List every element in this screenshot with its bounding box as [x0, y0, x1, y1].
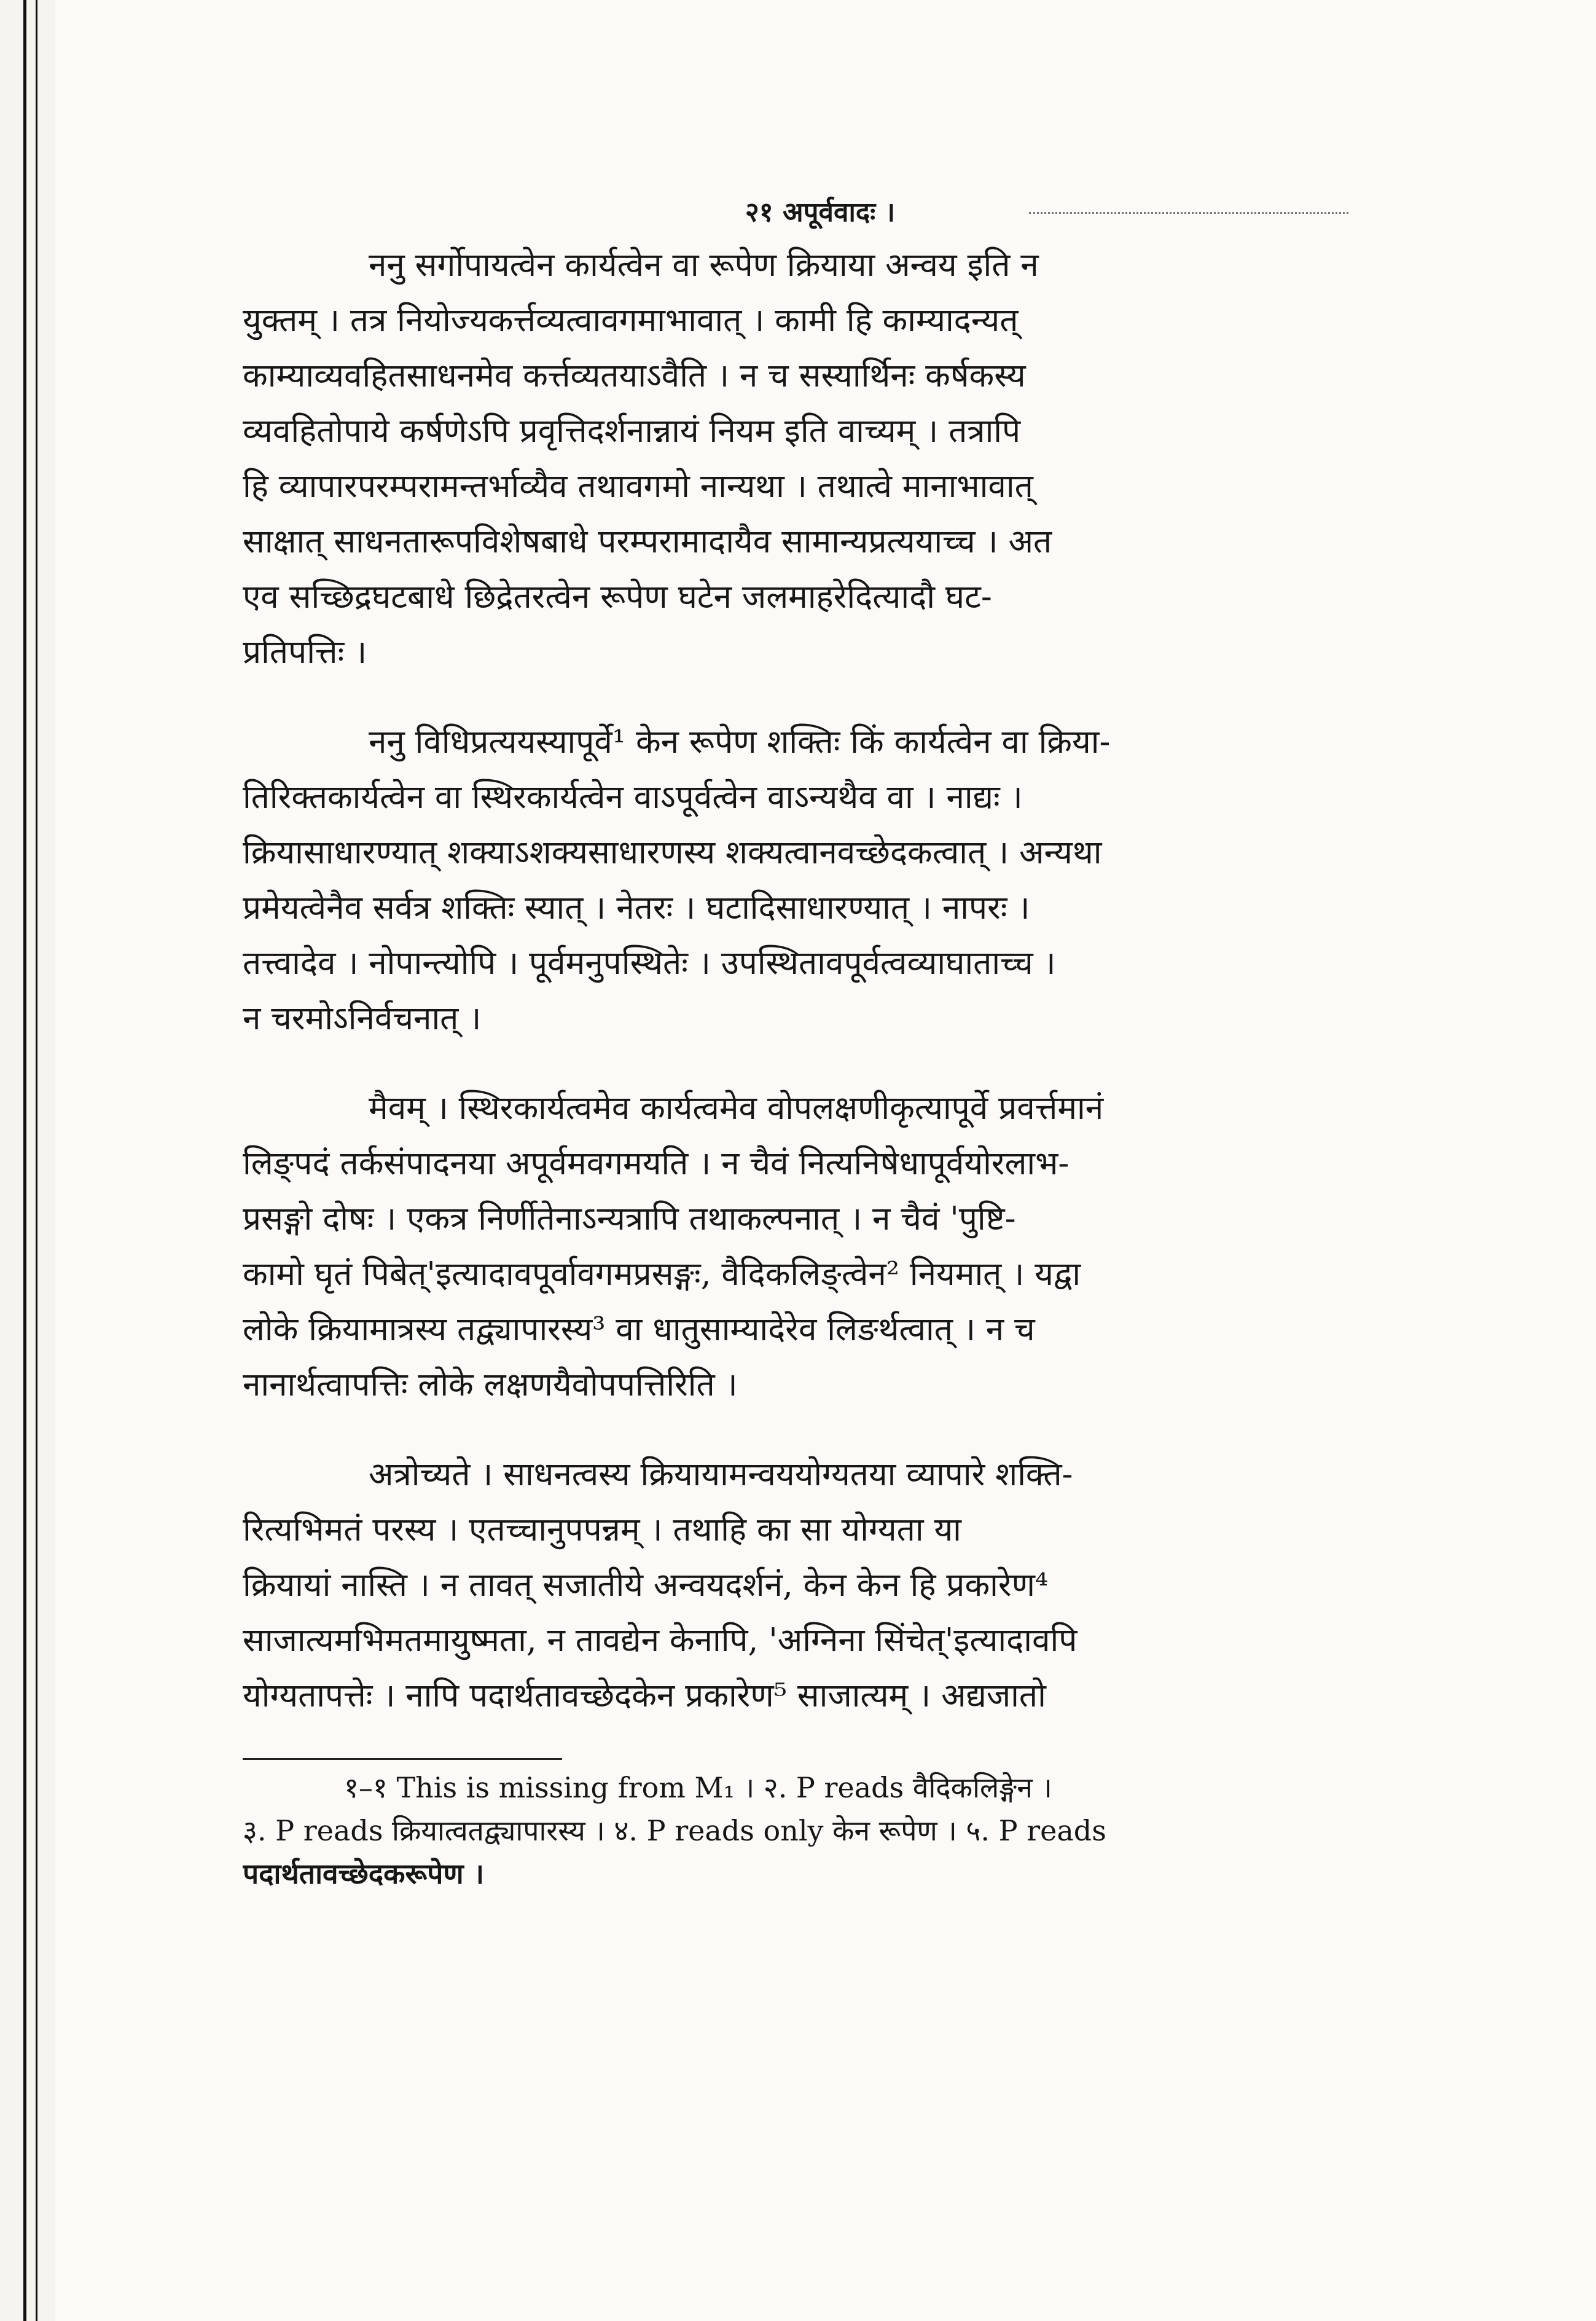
text-line: तिरिक्तकार्यत्वेन वा स्थिरकार्यत्वेन वाऽपूर्वत्वेन वाऽन्यथैव वा । नाद्यः ।: [243, 779, 1023, 816]
text-line: साजात्यमभिमतमायुष्मता, न तावद्येन केनापि, 'अग्निना सिंचेत्'इत्यादावपि: [243, 1622, 1078, 1659]
text-line: अत्रोच्यते । साधनत्वस्य क्रियायामन्वययोग्यतया व्यापारे शक्ति-: [369, 1456, 1073, 1493]
book-page: [243, 187, 1398, 1895]
text-line: साक्षात् साधनतारूपविशेषबाधे परम्परामादायैव सामान्यप्रत्ययाच्च । अत: [243, 523, 1052, 560]
text-line: युक्तम् । तत्र नियोज्यकर्त्तव्यत्वावगमाभावात् । कामी हि काम्यादन्यत्: [243, 302, 1019, 339]
paragraph-1: [243, 238, 1398, 680]
text-line: योग्यतापत्तेः । नापि पदार्थतावच्छेदकेन प्रकारेण⁵ साजात्यम् । अद्यजातो: [243, 1677, 1046, 1714]
binding-line-left: [23, 0, 26, 2321]
text-line: लिङ्पदं तर्कसंपादनया अपूर्वमवगमयति । न चैवं नित्यनिषेधापूर्वयोरलाभ-: [243, 1145, 1070, 1182]
dotted-leader: [1029, 212, 1348, 214]
binding-edge: [0, 0, 55, 2321]
page-heading: [243, 187, 1398, 238]
text-line: न चरमोऽनिर्वचनात् ।: [243, 1000, 482, 1037]
text-line: कामो घृतं पिबेत्'इत्यादावपूर्वावगमप्रसङ्गः, वैदिकलिङ्त्वेन² नियमात् । यद्वा: [243, 1255, 1081, 1293]
text-line: एव सच्छिद्रघटबाधे छिद्रेतरत्वेन रूपेण घटेन जलमाहरेदित्यादौ घट-: [243, 578, 992, 616]
footnote-line: ३. P reads क्रियात्वतद्व्यापारस्य । ४. P reads only केन रूपेण । ५. P reads: [243, 1814, 1106, 1847]
binding-line-right: [36, 0, 37, 2321]
text-line: रित्यभिमतं परस्य । एतच्चानुपपन्नम् । तथाहि का सा योग्यता या: [243, 1511, 961, 1549]
text-line: हि व्यापारपरम्परामन्तर्भाव्यैव तथावगमो नान्यथा । तथात्वे मानाभावात्: [243, 468, 1033, 505]
footnotes: [243, 1766, 1398, 1895]
text-line: ननु सर्गोपायत्वेन कार्यत्वेन वा रूपेण क्रियाया अन्वय इति न: [369, 246, 1039, 284]
text-line: मैवम् । स्थिरकार्यत्वमेव कार्यत्वमेव वोपलक्षणीकृत्यापूर्वे प्रवर्त्तमानं: [369, 1090, 1104, 1127]
text-line: प्रमेयत्वेनैव सर्वत्र शक्तिः स्यात् । नेतरः । घटादिसाधारण्यात् । नापरः ।: [243, 889, 1030, 927]
section-title: २१ अपूर्ववादः ।: [745, 197, 896, 228]
text-line: लोके क्रियामात्रस्य तद्व्यापारस्य³ वा धातुसाम्यादेरेव लिङर्थत्वात् । न च: [243, 1311, 1035, 1348]
footnote-rule: [243, 1758, 562, 1760]
text-line: काम्याव्यवहितसाधनमेव कर्त्तव्यतयाऽवैति । न च सस्यार्थिनः कर्षकस्य: [243, 357, 1026, 395]
paragraph-3: [243, 1081, 1398, 1413]
text-line: क्रियासाधारण्यात् शक्याऽशक्यसाधारणस्य शक्यत्वानवच्छेदकत्वात् । अन्यथा: [243, 834, 1102, 871]
footnote-line: १–१ This is missing from M₁ । २. P reads वैदिकलिङ्गेन ।: [344, 1771, 1052, 1804]
text-line: क्रियायां नास्ति । न तावत् सजातीये अन्वयदर्शनं, केन केन हि प्रकारेण⁴: [243, 1566, 1049, 1604]
text-line: प्रसङ्गो दोषः । एकत्र निर्णीतेनाऽन्यत्रापि तथाकल्पनात् । न चैवं 'पुष्टि-: [243, 1200, 1016, 1238]
paragraph-2: [243, 715, 1398, 1047]
text-line: व्यवहितोपाये कर्षणेऽपि प्रवृत्तिदर्शनान्नायं नियम इति वाच्यम् । तत्रापि: [243, 412, 1021, 450]
text-line: प्रतिपत्तिः ।: [243, 634, 367, 671]
footnote-line: पदार्थतावच्छेदकरूपेण ।: [243, 1857, 485, 1890]
text-line: तत्त्वादेव । नोपान्त्योपि । पूर्वमनुपस्थितेः । उपस्थितावपूर्वत्वव्याघाताच्च ।: [243, 945, 1056, 982]
text-line: नानार्थत्वापत्तिः लोके लक्षणयैवोपपत्तिरिति ।: [243, 1366, 738, 1404]
paragraph-4: [243, 1447, 1398, 1724]
text-line: ननु विधिप्रत्ययस्यापूर्वे¹ केन रूपेण शक्तिः किं कार्यत्वेन वा क्रिया-: [369, 723, 1111, 761]
